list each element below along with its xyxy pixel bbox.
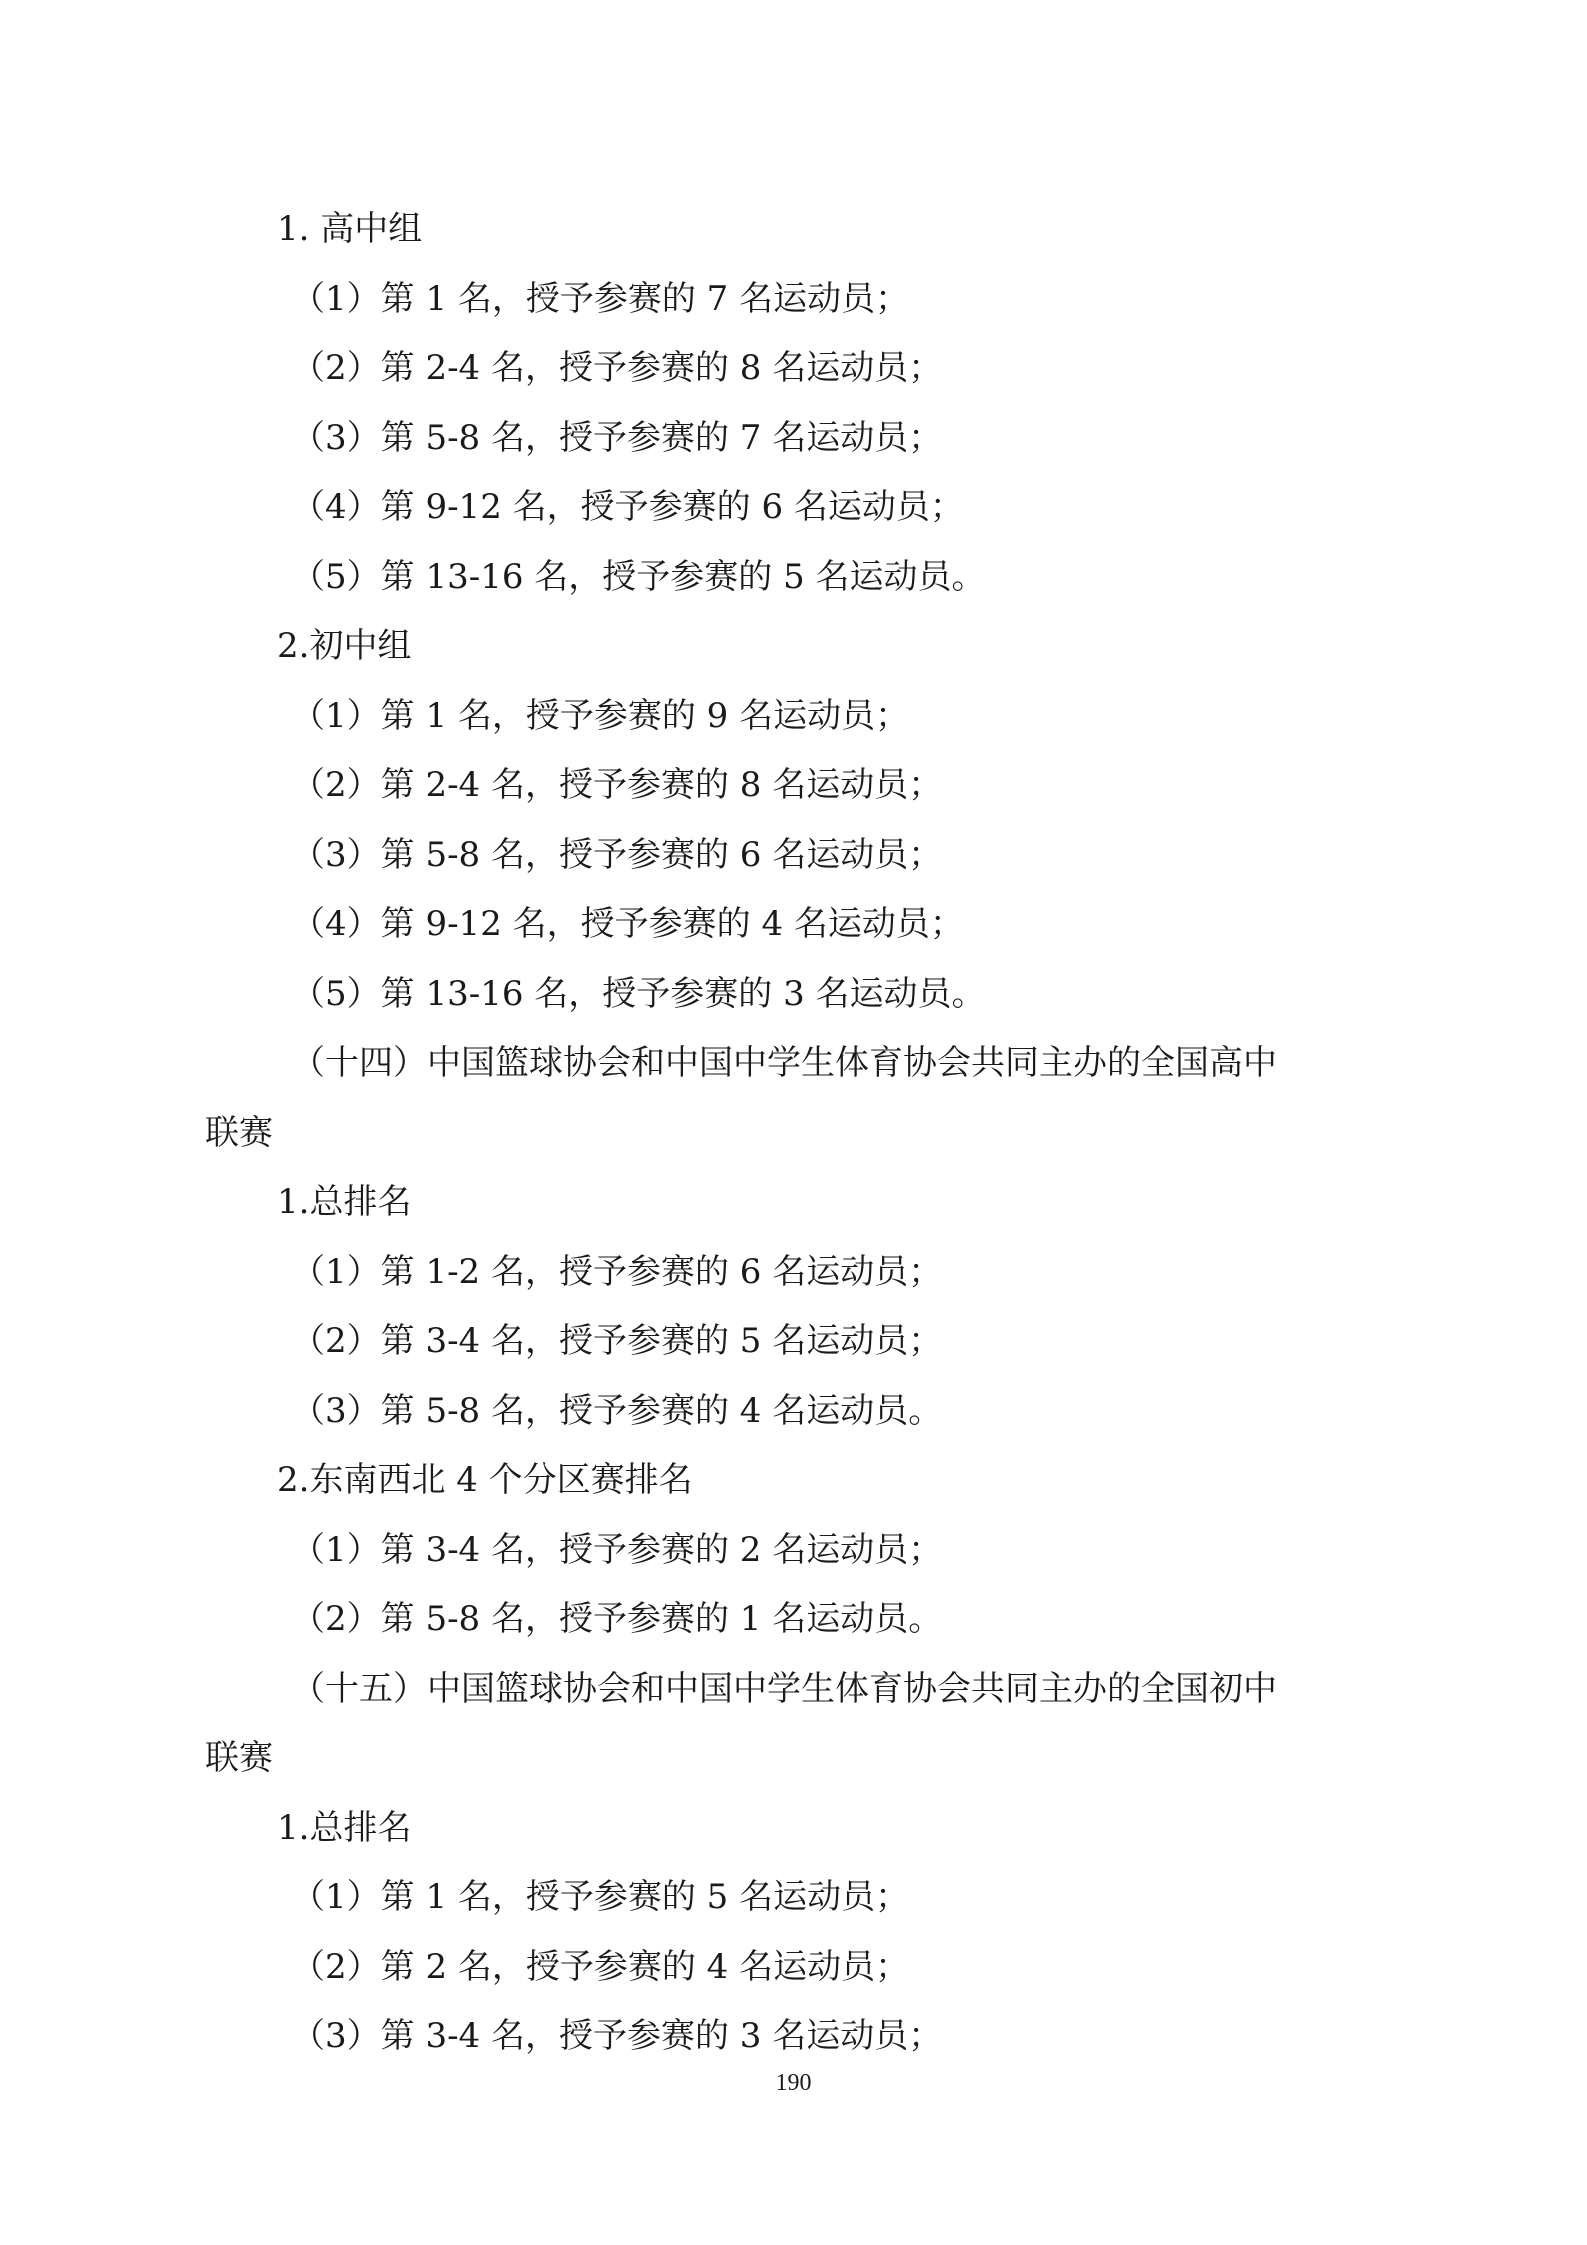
page-number: 190 xyxy=(775,2070,812,2096)
section-heading-14: （十四）中国篮球协会和中国中学生体育协会共同主办的全国高中 xyxy=(291,1043,1277,1083)
heading-junior-high-group: 2.初中组 xyxy=(277,626,412,666)
heading-regional-ranking: 2.东南西北 4 个分区赛排名 xyxy=(277,1460,693,1500)
list-item: （2）第 3-4 名，授予参赛的 5 名运动员； xyxy=(291,1321,943,1361)
list-item: （1）第 1-2 名，授予参赛的 6 名运动员； xyxy=(291,1251,943,1292)
list-item: （4）第 9-12 名，授予参赛的 6 名运动员； xyxy=(291,487,964,527)
section-heading-15-continued: 联赛 xyxy=(205,1738,273,1778)
list-item: （2）第 2-4 名，授予参赛的 8 名运动员； xyxy=(291,348,943,388)
list-item: （1）第 3-4 名，授予参赛的 2 名运动员； xyxy=(291,1529,943,1570)
section-heading-14-continued: 联赛 xyxy=(205,1112,273,1153)
list-item: （3）第 5-8 名，授予参赛的 7 名运动员； xyxy=(291,417,943,458)
list-item: （3）第 3-4 名，授予参赛的 3 名运动员； xyxy=(291,2016,943,2056)
heading-overall-ranking: 1.总排名 xyxy=(277,1182,412,1222)
list-item: （1）第 1 名，授予参赛的 5 名运动员； xyxy=(291,1877,910,1917)
list-item: （4）第 9-12 名，授予参赛的 4 名运动员； xyxy=(291,904,964,944)
list-item: （2）第 2-4 名，授予参赛的 8 名运动员； xyxy=(291,765,943,805)
section-heading-15: （十五）中国篮球协会和中国中学生体育协会共同主办的全国初中 xyxy=(291,1668,1277,1709)
list-item: （5）第 13-16 名，授予参赛的 5 名运动员。 xyxy=(291,556,986,597)
heading-high-school-group: 1. 高中组 xyxy=(277,209,423,249)
list-item: （1）第 1 名，授予参赛的 7 名运动员； xyxy=(291,278,910,319)
list-item: （3）第 5-8 名，授予参赛的 6 名运动员； xyxy=(291,834,943,875)
page-body xyxy=(205,195,1395,2072)
list-item: （2）第 5-8 名，授予参赛的 1 名运动员。 xyxy=(291,1599,943,1639)
list-item: （2）第 2 名，授予参赛的 4 名运动员； xyxy=(291,1946,910,1987)
list-item: （5）第 13-16 名，授予参赛的 3 名运动员。 xyxy=(291,973,986,1014)
list-item: （1）第 1 名，授予参赛的 9 名运动员； xyxy=(291,695,910,736)
list-item: （3）第 5-8 名，授予参赛的 4 名运动员。 xyxy=(291,1390,943,1431)
heading-overall-ranking: 1.总排名 xyxy=(277,1807,412,1848)
